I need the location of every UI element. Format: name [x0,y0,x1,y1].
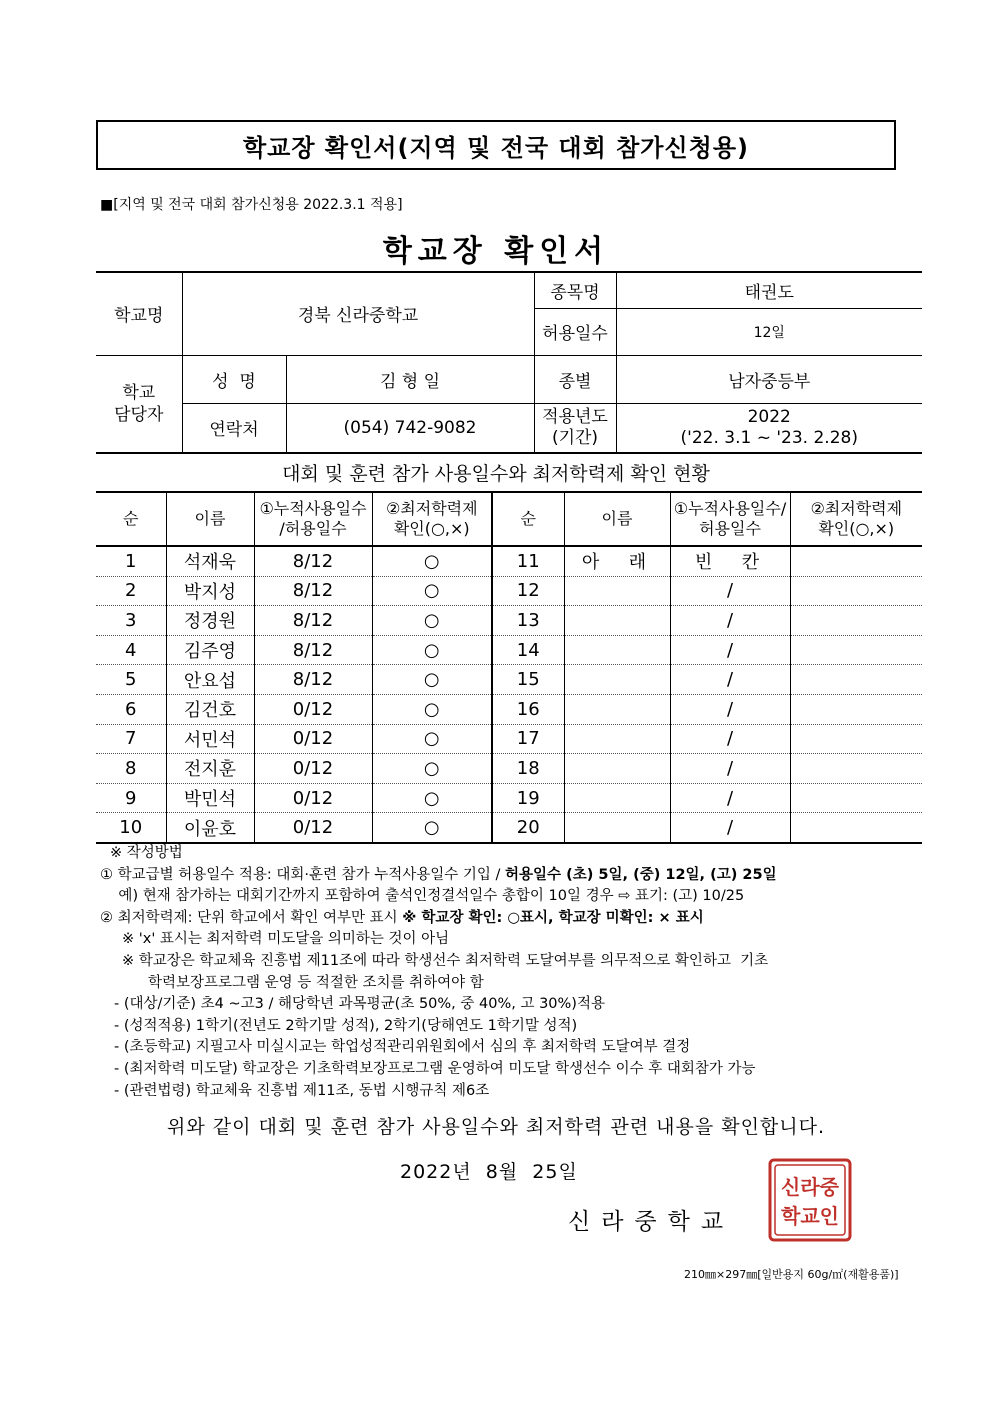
cell-check2 [790,606,922,636]
cell-check: ○ [372,576,492,606]
cell-name2 [564,606,670,636]
status-row [96,635,922,665]
year-value: 2022 [747,406,791,427]
allowed-label: 허용일수 [534,308,616,355]
cell-days2: / [670,694,790,724]
seal-text-top: 신라중 [781,1175,839,1199]
status-row [96,576,922,606]
cell-check2 [790,665,922,695]
cell-check: ○ [372,546,492,576]
year-period: ('22. 3.1 ~ '23. 2.28) [680,427,858,448]
cell-check2 [790,635,922,665]
note-11: - (관련법령) 학교체육 진흥법 제11조, 동법 시행규칙 제6조 [114,1082,490,1099]
category-label: 종별 [534,355,616,403]
note-2: 예) 현재 참가하는 대회기간까지 포함하여 출석인정결석일수 총합이 10일 경우 ⇨ 표기: (고) 10/25 [100,888,745,905]
category-value: 남자중등부 [616,355,922,403]
allowed-value: 12일 [616,308,922,355]
cell-check: ○ [372,724,492,754]
cell-name: 정경원 [166,606,254,636]
writing-notes [100,843,777,1102]
cell-no: 5 [96,665,166,695]
paper-spec-footer: 210㎜×297㎜[일반용지 60g/㎡(재활용품)] [684,1268,899,1281]
cell-days2: / [670,665,790,695]
cell-name2 [564,813,670,843]
status-row [96,665,922,695]
status-table [96,491,922,844]
name-value: 김 형 일 [286,355,534,403]
cell-days2: / [670,813,790,843]
main-title: 학교장 확인서 [382,234,610,269]
cell-no: 4 [96,635,166,665]
status-row [96,813,922,843]
cell-days2: / [670,724,790,754]
status-row [96,783,922,813]
seal-text-bottom: 학교인 [781,1204,839,1228]
note-3a: ② 최저학력제: 단위 학교에서 확인 여부만 표시 [100,909,403,926]
cell-name2: 아 래 [564,546,670,576]
notes-heading: ※ 작성방법 [110,845,183,861]
header-days-2: ①누적사용일수/ 허용일수 [670,492,790,546]
cell-no2: 19 [492,783,564,813]
note-10: - (최저학력 미도달) 학교장은 기초학력보장프로그램 운영하여 미도달 학생선수 이수 후 대회참가 가능 [114,1060,756,1077]
cell-no2: 13 [492,606,564,636]
cell-no: 10 [96,813,166,843]
header-no-2: 순 [492,492,564,546]
status-row [96,546,922,576]
note-8: - (성적적용) 1학기(전년도 2학기말 성적), 2학기(당해연도 1학기말 성적) [114,1017,578,1034]
note-7: - (대상/기준) 초4 ~고3 / 해당학년 과목평균(초 50%, 중 40%, 고 30%)적용 [114,996,605,1013]
contact-value: (054) 742-9082 [286,403,534,453]
cell-no: 6 [96,694,166,724]
header-check: ②최저학력제 확인(○,×) [372,492,492,546]
name-label: 성 명 [182,355,286,403]
status-header-row [96,492,922,546]
cell-check: ○ [372,665,492,695]
cell-days2: / [670,635,790,665]
cell-name2 [564,635,670,665]
note-3b: ※ 학교장 확인: ○표시, 학교장 미확인: × 표시 [402,909,704,926]
cell-no2: 18 [492,754,564,784]
cell-check2 [790,694,922,724]
cell-name: 김주영 [166,635,254,665]
cell-name: 이윤호 [166,813,254,843]
cell-days: 8/12 [254,606,372,636]
issue-date: 2022년 8월 25일 [400,1161,578,1183]
cell-name2 [564,724,670,754]
cell-days: 0/12 [254,754,372,784]
cell-name: 김건호 [166,694,254,724]
cell-no: 8 [96,754,166,784]
cell-no2: 20 [492,813,564,843]
cell-check2 [790,783,922,813]
header-no: 순 [96,492,166,546]
cell-no: 9 [96,783,166,813]
note-5: ※ 학교장은 학교체육 진흥법 제11조에 따라 학생선수 최저학력 도달여부를 의무적으로 확인하고 기초 [122,952,769,969]
cell-no2: 15 [492,665,564,695]
cell-name2 [564,783,670,813]
document-title: 학교장 확인서(지역 및 전국 대회 참가신청용) [96,120,896,170]
cell-days: 0/12 [254,783,372,813]
info-table [96,271,922,454]
cell-days: 8/12 [254,546,372,576]
cell-name2 [564,665,670,695]
cell-name: 안요섭 [166,665,254,695]
note-6: 학력보장프로그램 운영 등 적절한 조치를 취하여야 함 [148,974,484,991]
cell-check: ○ [372,694,492,724]
official-seal-icon [767,1157,853,1243]
status-title: 대회 및 훈련 참가 사용일수와 최저학력제 확인 현황 [282,463,710,485]
seal-border [770,1160,850,1240]
cell-name2 [564,576,670,606]
cell-days: 0/12 [254,694,372,724]
cell-check2 [790,576,922,606]
cell-days: 8/12 [254,665,372,695]
status-row [96,606,922,636]
cell-days2: / [670,754,790,784]
cell-name: 석재욱 [166,546,254,576]
year-label: 적용년도 (기간) [534,403,616,453]
cell-days2: / [670,576,790,606]
cell-check: ○ [372,754,492,784]
note-1a: ① 학교급별 허용일수 적용: 대회·훈련 참가 누적사용일수 기입 / [100,866,506,883]
cell-check2 [790,546,922,576]
cell-no2: 16 [492,694,564,724]
cell-name2 [564,694,670,724]
cell-days: 0/12 [254,813,372,843]
manager-label: 학교 담당자 [96,355,182,453]
cell-check2 [790,724,922,754]
cell-no: 7 [96,724,166,754]
cell-name2 [564,754,670,784]
header-days: ①누적사용일수 /허용일수 [254,492,372,546]
cell-name: 박민석 [166,783,254,813]
cell-no2: 11 [492,546,564,576]
status-row [96,754,922,784]
cell-no: 1 [96,546,166,576]
event-label: 종목명 [534,272,616,308]
header-name-2: 이름 [564,492,670,546]
cell-no: 3 [96,606,166,636]
school-label: 학교명 [96,272,182,355]
note-4: ※ 'x' 표시는 최저학력 미도달을 의미하는 것이 아님 [122,931,450,948]
year-cell [616,403,922,453]
status-row [96,694,922,724]
note-9: - (초등학교) 지필고사 미실시교는 학업성적관리위원회에서 심의 후 최저학력 도달여부 결정 [114,1039,691,1056]
status-row [96,724,922,754]
header-name: 이름 [166,492,254,546]
cell-days2: 빈 칸 [670,546,790,576]
school-value: 경북 신라중학교 [182,272,534,355]
contact-label: 연락처 [182,403,286,453]
cell-no2: 17 [492,724,564,754]
cell-days2: / [670,606,790,636]
cell-check: ○ [372,606,492,636]
cell-no2: 12 [492,576,564,606]
cell-name: 서민석 [166,724,254,754]
cell-check: ○ [372,635,492,665]
cell-check2 [790,813,922,843]
cell-days: 8/12 [254,576,372,606]
cell-check: ○ [372,783,492,813]
cell-check: ○ [372,813,492,843]
cell-name: 박지성 [166,576,254,606]
cell-no2: 14 [492,635,564,665]
header-check-2: ②최저학력제 확인(○,×) [790,492,922,546]
confirmation-statement: 위와 같이 대회 및 훈련 참가 사용일수와 최저학력 관련 내용을 확인합니다. [166,1116,826,1138]
cell-days: 0/12 [254,724,372,754]
school-signature: 신라중학교 [568,1209,735,1235]
cell-days2: / [670,783,790,813]
event-value: 태권도 [616,272,922,308]
note-1b: 허용일수 (초) 5일, (중) 12일, (고) 25일 [505,866,777,883]
subnote: ■[지역 및 전국 대회 참가신청용 2022.3.1 적용] [100,197,403,213]
cell-check2 [790,754,922,784]
cell-name: 전지훈 [166,754,254,784]
cell-no: 2 [96,576,166,606]
cell-days: 8/12 [254,635,372,665]
